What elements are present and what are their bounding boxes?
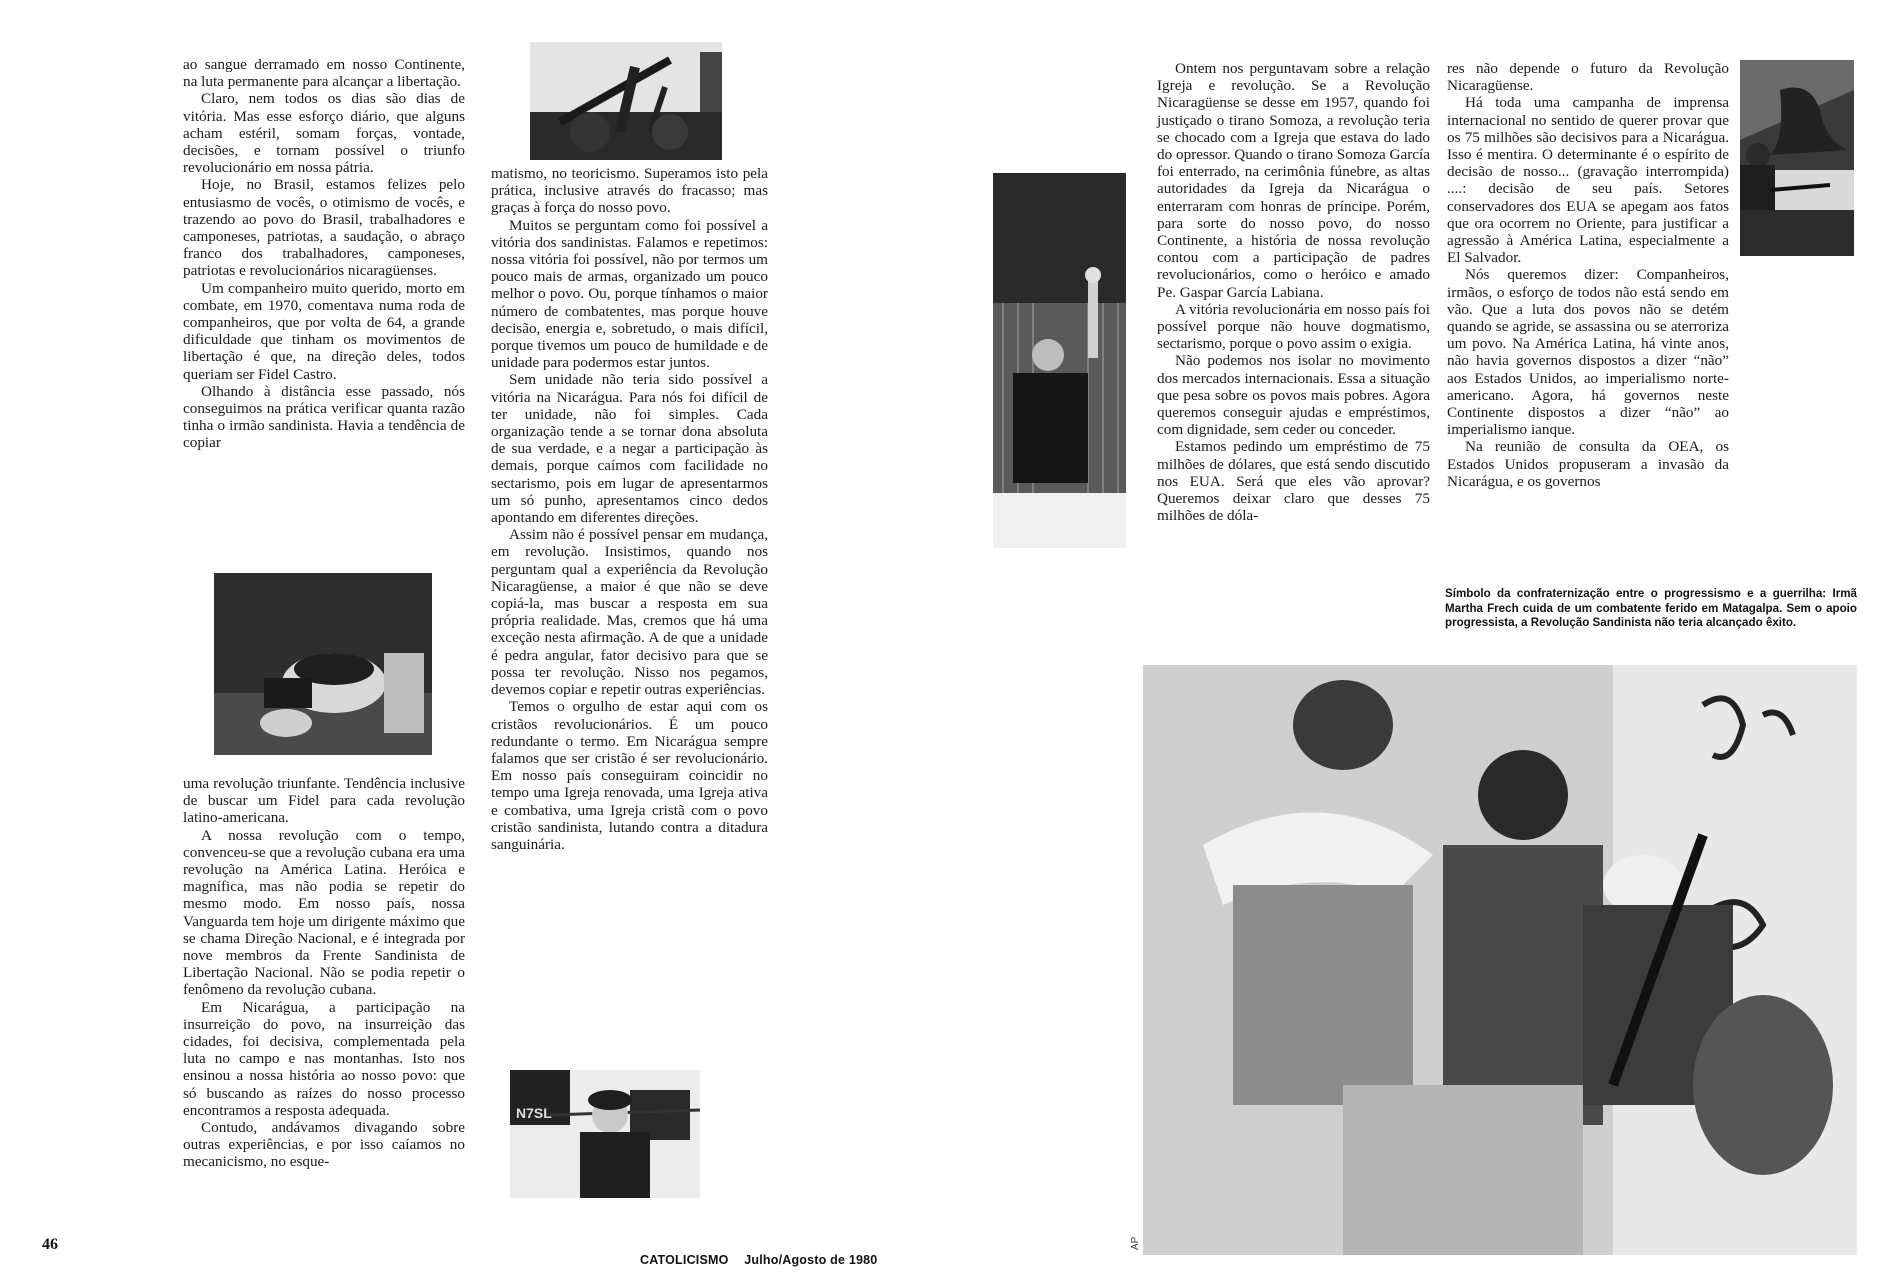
column-2 xyxy=(491,165,768,853)
paragraph: Estamos pedindo um empréstimo de 75 milhões de dólares, que está sendo discutido nos EUA. Será que eles vão aprovar? Queremos deixar claro que desses 75 milhões de dóla- xyxy=(1157,438,1430,525)
paragraph: Temos o orgulho de estar aqui com os cristãos revolucionários. É um pouco redundante o termo. Em Nicarágua sempre falamos que ser cristão é ser revolucionário. Em nosso país conseguiram coincidir no tempo uma Igreja renovada, uma Igreja ativa e combativa, uma Igreja cristã com o povo cristão sandinista, lutando contra a ditadura sanguinária. xyxy=(491,698,768,853)
paragraph: Contudo, andávamos divagando sobre outras experiências, e por isso caíamos no mecanicismo, no esque- xyxy=(183,1119,465,1171)
bell-machine-gun-image xyxy=(1740,60,1854,256)
guerrillas-rifles-image xyxy=(530,42,722,160)
paragraph: Não podemos nos isolar no movimento dos mercados internacionais. Essa a situação que pesa sobre os povos mais pobres. Agora queremos conseguir ajudas e empréstimos, com dignidade, sem ceder ou conceder. xyxy=(1157,352,1430,439)
paragraph: Um companheiro muito querido, morto em combate, em 1970, comentava numa roda de companheiros, que por volta de 64, a grande dificuldade que tinham os movimentos de libertação é que, na direção deles, todos queriam ser Fidel Castro. xyxy=(183,279,465,383)
masked-gunman-image xyxy=(214,573,432,755)
man-raised-fist-image xyxy=(993,173,1126,548)
paragraph: Nós queremos dizer: Companheiros, irmãos, o esforço de todos não está sendo em vão. Que a luta dos povos não se detém quando se agride, se assassina ou se aterroriza um povo. Na América Latina, há vinte anos, não havia governos dispostos a dizer “não” aos Estados Unidos, ao imperialismo norte-americano. Agora, há governos neste Continente dispostos a dizer “não” ao imperialismo ianque. xyxy=(1447,266,1729,439)
paragraph: matismo, no teoricismo. Superamos isto pela prática, inclusive através do fracasso; mas graças à força do nosso povo. xyxy=(491,165,768,217)
paragraph: A vitória revolucionária em nosso país foi possível porque não houve dogmatismo, sectarismo, porque o povo assim o exigia. xyxy=(1157,300,1430,353)
photo-guerrillas-rifles xyxy=(530,42,722,160)
photo-fighter-with-rifle xyxy=(510,1070,700,1198)
photo-nun-wounded-fighter xyxy=(1143,665,1857,1255)
photo-man-raised-fist xyxy=(993,173,1126,548)
photo-caption: Símbolo da confraternização entre o progressismo e a guerrilha: Irmã Martha Frech cuida de um combatente ferido em Matagalpa. Sem o apoio progressista, a Revolução Sandinista não teria alcançado êxito. xyxy=(1445,587,1857,630)
column-3 xyxy=(1157,60,1430,524)
paragraph: A nossa revolução com o tempo, convenceu-se que a revolução cubana era uma revolução na América Latina. Heróica e magnífica, mas não podia se repetir do mesmo modo. Em nosso país, nossa Vanguarda tem hoje um dirigente máximo que se chama Direção Nacional, e é integrada por nove membros da Frente Sandinista de Libertação Nacional. Não se podia repetir o fenômeno da revolução cubana. xyxy=(183,826,465,999)
paragraph: Muitos se perguntam como foi possível a vitória dos sandinistas. Falamos e repetimos: nossa vitória foi possível, não por termos um pouco mais de armas, organizado um pouco melhor o povo. Ou, porque tínhamos o maior número de combatentes, mas porque houve decisão, energia e, sobretudo, o mais difícil, porque tivemos um pouco de humildade e de unidade para podermos estar juntos. xyxy=(491,216,768,372)
footer xyxy=(640,1253,877,1267)
column-1-top xyxy=(183,56,465,452)
photo-masked-gunman xyxy=(214,573,432,755)
magazine-title: CATOLICISMO xyxy=(640,1253,729,1267)
page-number: 46 xyxy=(42,1236,58,1253)
paragraph: Sem unidade não teria sido possível a vitória na Nicarágua. Para nós foi difícil de ter unidade, não foi simples. Cada organização tende a se tornar dona absoluta de sua verdade, e a negar a participação às demais, porque caímos com facilidade no sectarismo, pois em lugar de apresentarmos um só punho, apresentamos cinco dedos apontando em diferentes direções. xyxy=(491,371,768,527)
nun-wounded-fighter-image xyxy=(1143,665,1857,1255)
paragraph: Olhando à distância esse passado, nós conseguimos na prática verificar quanta razão tinha o irmão sandinista. Havia a tendência de copiar xyxy=(183,382,465,452)
paragraph: res não depende o futuro da Revolução Nicaragüense. xyxy=(1447,60,1729,95)
paragraph: Ontem nos perguntavam sobre a relação Igreja e revolução. Se a Revolução Nicaragüense se desse em 1957, quando foi justiçado o tirano Somoza, a revolução teria se chocado com a Igreja que estava do lado do opressor. Quando o tirano Somoza García foi enterrado, na cerimônia fúnebre, as altas autoridades da Igreja da Nicarágua o enterraram com honras de príncipe. Porém, para sorte do nosso povo, do nosso Continente, a história de nossa revolução contou com a participação de padres revolucionários, como o heróico e amado Pe. Gaspar García Labiana. xyxy=(1157,60,1430,301)
paragraph: uma revolução triunfante. Tendência inclusive de buscar um Fidel para cada revolução latino-americana. xyxy=(183,775,465,827)
paragraph: Hoje, no Brasil, estamos felizes pelo entusiasmo de vocês, o otimismo de vocês, e trazendo ao povo do Brasil, trabalhadores e camponeses, patriotas, a saudação, o abraço franco dos trabalhadores, camponeses, patriotas e revolucionários nicaragüenses. xyxy=(183,176,465,280)
column-4 xyxy=(1447,60,1729,490)
paragraph: Claro, nem todos os dias são dias de vitória. Mas esse esforço diário, que alguns acham estéril, somam forças, vontade, decisões, e tornam possível o triunfo revolucionário em nossa pátria. xyxy=(183,90,465,177)
photo-bell-machine-gun xyxy=(1740,60,1854,256)
paragraph: Há toda uma campanha de imprensa internacional no sentido de querer provar que os 75 milhões são decisivos para a Nicarágua. Isso é mentira. O determinante é o espírito de decisão de nosso... (gravação interrompida) ....: decisão de seu país. Setores conservadores dos EUA se apegam aos fatos que ora ocorrem no Oriente, para justificar a agressão à América Latina, especialmente a El Salvador. xyxy=(1447,94,1729,267)
paragraph: Assim não é possível pensar em mudança, em revolução. Insistimos, quando nos perguntam qual a experiência da Revolução Nicaragüense, a maior é que não se deve copiá-la, mas buscar a resposta em sua própria realidade. Mas, cremos que há uma exceção nesta afirmação. A de que a unidade é pedra angular, fator decisivo para que se possa ter revolução. Nisso nos pegamos, devemos copiar e repetir outras experiências. xyxy=(491,526,768,699)
paragraph: Em Nicarágua, a participação na insurreição do povo, na insurreição das cidades, foi decisiva, complementada pela luta no campo e nas montanhas. Isto nos ensinou a nossa história ao nosso povo: que só buscando as raízes do nosso processo encontramos a resposta adequada. xyxy=(183,998,465,1119)
photo-credit: AP xyxy=(1130,1236,1141,1250)
issue-date: Julho/Agosto de 1980 xyxy=(744,1253,878,1267)
fighter-with-rifle-image xyxy=(510,1070,700,1198)
paragraph: ao sangue derramado em nosso Continente, na luta permanente para alcançar a libertação. xyxy=(183,56,465,91)
column-1-bottom xyxy=(183,775,465,1171)
svg-text:N7SL: N7SL xyxy=(516,1105,552,1121)
paragraph: Na reunião de consulta da OEA, os Estados Unidos propuseram a invasão da Nicarágua, e os governos xyxy=(1447,438,1729,490)
